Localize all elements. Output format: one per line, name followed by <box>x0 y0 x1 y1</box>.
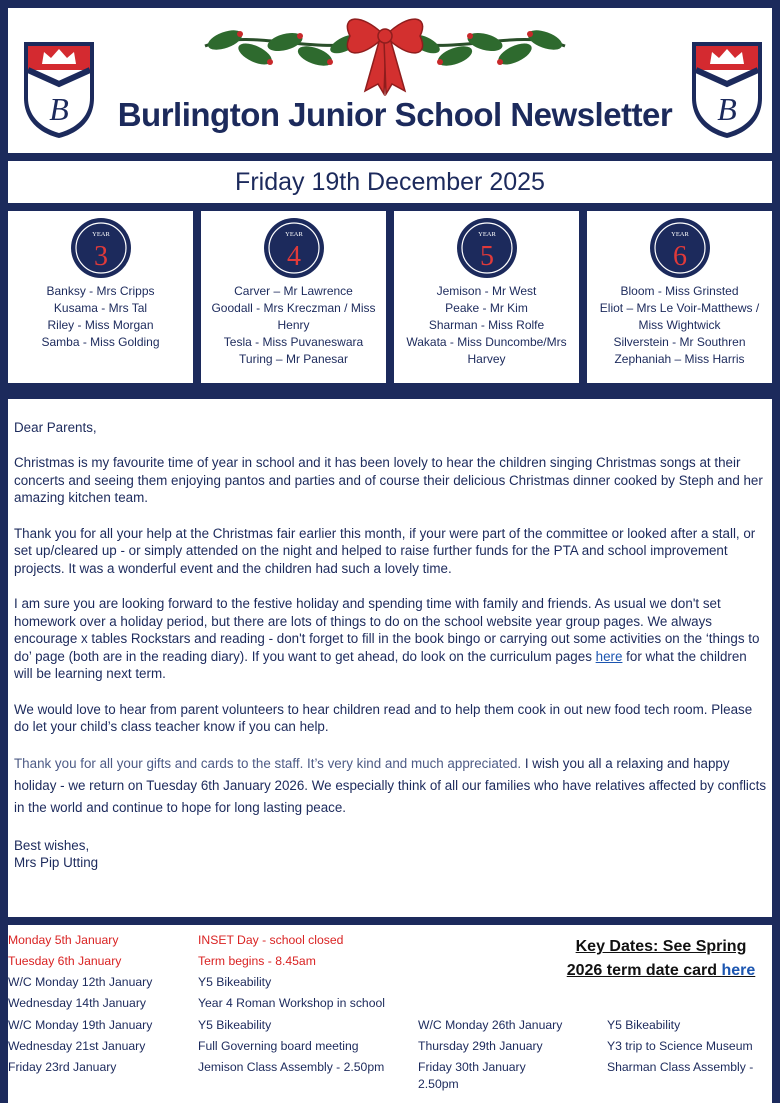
svg-text:YEAR: YEAR <box>91 231 110 238</box>
date-cell: Friday 23rd January <box>8 1060 117 1074</box>
term-date-card-link[interactable]: here <box>721 962 756 979</box>
class-item: Bloom - Miss Grinsted <box>620 284 739 298</box>
date-cell: Thursday 29th January <box>418 1039 543 1053</box>
event-cell: INSET Day - school closed <box>198 933 344 947</box>
svg-text:6: 6 <box>672 241 687 272</box>
class-item: Silverstein - Mr Southren <box>613 335 746 349</box>
class-item: Samba - Miss Golding <box>41 335 160 349</box>
year-3-box <box>8 211 193 383</box>
svg-text:YEAR: YEAR <box>670 231 689 238</box>
event-cell: Jemison Class Assembly - 2.50pm <box>198 1060 385 1074</box>
page-title: Burlington Junior School Newsletter <box>117 96 673 133</box>
letter-greeting: Dear Parents, <box>14 420 97 435</box>
class-item: Tesla - Miss Puvaneswara <box>223 335 364 349</box>
date-cell: Monday 5th January <box>8 933 119 947</box>
date-cell: Wednesday 21st January <box>8 1039 146 1053</box>
letter-paragraph: Thank you for all your help at the Christmas fair earlier this month, if your were part of the committee or looked after a stall, or set up/cleared up - or simply attended on the night and helped to raise further funds for the PTA and school improvement projects. It was a wonderful event and the children had such a lovely time. <box>14 525 756 576</box>
letter-closing: Best wishes, <box>14 837 90 853</box>
event-cell: Term begins - 8.45am <box>198 954 316 968</box>
class-item: Banksy - Mrs Cripps <box>46 284 155 298</box>
class-item: Riley - Miss Morgan <box>47 318 154 332</box>
curriculum-link[interactable]: here <box>595 648 623 664</box>
svg-text:5: 5 <box>479 241 494 272</box>
date-cell: W/C Monday 26th January <box>418 1018 563 1032</box>
date-bar <box>8 161 772 203</box>
svg-text:3: 3 <box>93 241 108 272</box>
year-5-box <box>394 211 579 383</box>
event-cell: Sharman Class Assembly - <box>607 1060 754 1074</box>
class-item: Zephaniah – Miss Harris <box>614 352 745 366</box>
year-4-badge-icon <box>263 217 325 279</box>
year-6-box <box>587 211 772 383</box>
date-cell: Tuesday 6th January <box>8 954 122 968</box>
event-cell: Full Governing board meeting <box>198 1039 359 1053</box>
letter-paragraph: Christmas is my favourite time of year in school and it has been lovely to hear the children singing Christmas songs at their concerts and seeing them enjoying pantos and parties and of course their delicious Christmas dinner cooked by Steph and her amazing kitchen team. <box>14 455 763 506</box>
date-cell: Wednesday 14th January <box>8 996 146 1010</box>
year-6-badge-icon <box>649 217 711 279</box>
newsletter-date: Friday 19th December 2025 <box>235 168 545 196</box>
class-item: Wakata - Miss Duncombe/Mrs Harvey <box>406 335 567 366</box>
year-5-badge-icon <box>456 217 518 279</box>
event-cell: Y5 Bikeability <box>198 1018 272 1032</box>
letter-signature: Mrs Pip Utting <box>14 855 99 871</box>
class-item: Peake - Mr Kim <box>445 301 528 315</box>
year-3-badge-icon <box>70 217 132 279</box>
date-cell: Friday 30th January <box>418 1060 526 1074</box>
svg-text:4: 4 <box>286 241 301 272</box>
event-cell: Y5 Bikeability <box>607 1018 681 1032</box>
svg-text:B: B <box>49 91 69 127</box>
class-item: Carver – Mr Lawrence <box>234 284 353 298</box>
event-cell: Y5 Bikeability <box>198 975 272 989</box>
svg-text:B: B <box>717 91 737 127</box>
class-item: Goodall - Mrs Kreczman / Miss Henry <box>211 301 376 332</box>
class-item: Jemison - Mr West <box>436 284 537 298</box>
letter-paragraph: I am sure you are looking forward to the festive holiday and spending time with family and friends. As usual we don't set homework over a holiday period, but there are lots of things to do on the school website year group pages. We always encourage x tables Rockstars and reading - don't forget to fill in the book bingo or carrying out some activities on the ‘things to do’ page (both are in the reading diary). If you want to get ahead, do look on the curriculum pages here for what the children will be learning next term. <box>14 595 760 682</box>
class-item: Eliot – Mrs Le Voir-Matthews / Miss Wightwick <box>599 301 760 332</box>
letter-paragraph: Thank you for all your gifts and cards to the staff. It’s very kind and much appreciated. I wish you all a relaxing and happy holiday - we return on Tuesday 6th January 2026. We especially think of all our families who have relatives affected by conflicts in the world and continue to hope for long lasting peace. <box>14 756 767 816</box>
event-cell: Year 4 Roman Workshop in school <box>198 996 385 1010</box>
date-cell: W/C Monday 19th January <box>8 1018 153 1032</box>
year-4-box <box>201 211 386 383</box>
class-item: Sharman - Miss Rolfe <box>428 318 545 332</box>
svg-text:YEAR: YEAR <box>477 231 496 238</box>
svg-text:YEAR: YEAR <box>284 231 303 238</box>
date-cell-continued: 2.50pm <box>418 1077 459 1091</box>
date-cell: W/C Monday 12th January <box>8 975 153 989</box>
headteacher-letter <box>8 399 772 917</box>
class-item: Turing – Mr Panesar <box>239 352 348 366</box>
key-dates-heading: Key Dates: See Spring 2026 term date card here <box>566 938 756 979</box>
letter-paragraph: We would love to hear from parent volunteers to hear children read and to help them cook in out new food tech room. Please do let your child’s class teacher know if you can help. <box>14 701 753 735</box>
holly-garland-icon <box>200 6 570 96</box>
event-cell: Y3 trip to Science Museum <box>607 1039 753 1053</box>
class-item: Kusama - Mrs Tal <box>53 301 148 315</box>
